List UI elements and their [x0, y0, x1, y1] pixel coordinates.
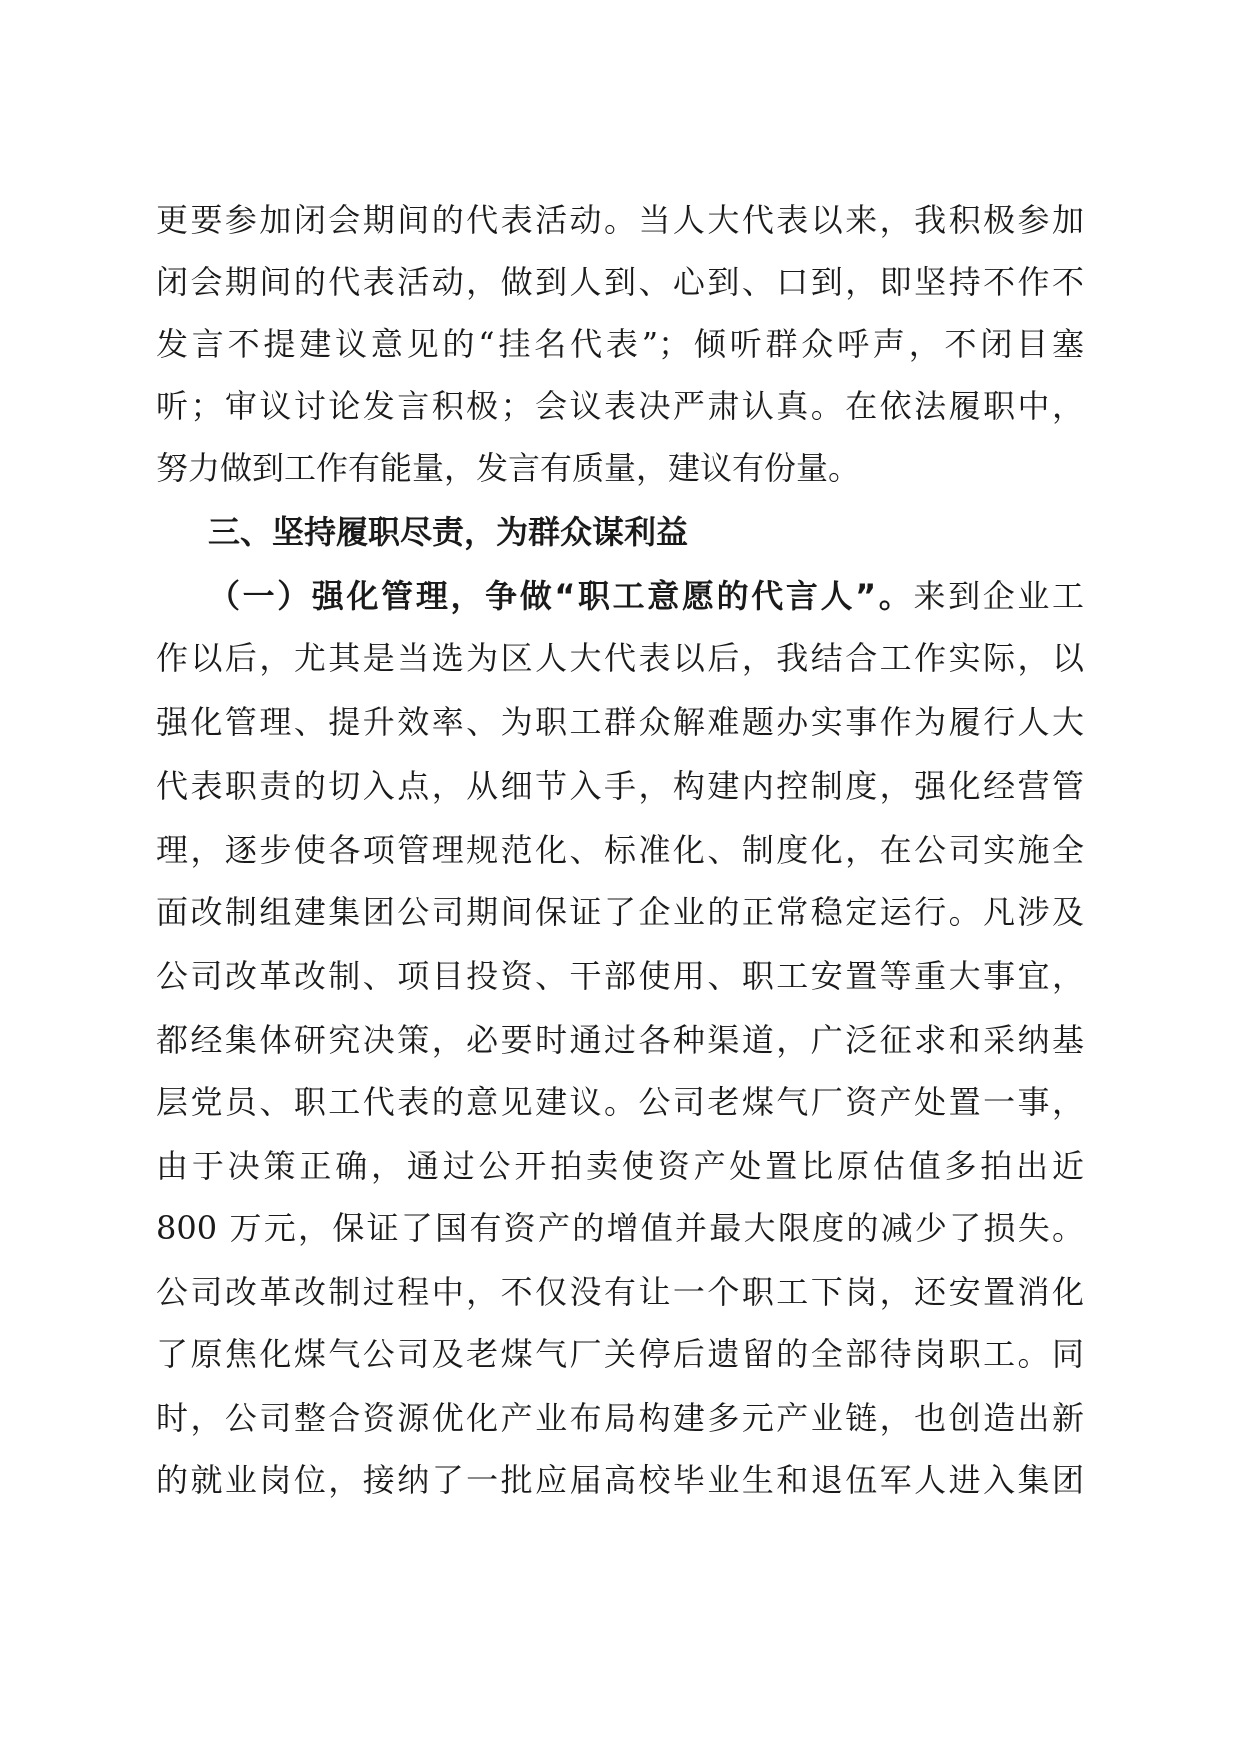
text-line: 闭会期间的代表活动，做到人到、心到、口到，即坚持不作不: [156, 263, 1084, 301]
text-line: 由于决策正确，通过公开拍卖使资产处置比原估值多拍出近: [156, 1147, 1084, 1185]
text-line: 理，逐步使各项管理规范化、标准化、制度化，在公司实施全: [156, 831, 1084, 869]
text-line: 努力做到工作有能量，发言有质量，建议有份量。: [156, 449, 861, 487]
text-line: 层党员、职工代表的意见建议。公司老煤气厂资产处置一事，: [156, 1083, 1084, 1121]
subsection-text: 来到企业工: [913, 577, 1084, 615]
text-line: 面改制组建集团公司期间保证了企业的正常稳定运行。凡涉及: [156, 893, 1084, 931]
text-line: 作以后，尤其是当选为区人大代表以后，我结合工作实际，以: [156, 639, 1084, 677]
text-line: 都经集体研究决策，必要时通过各种渠道，广泛征求和采纳基: [156, 1021, 1084, 1059]
text-line: 了原焦化煤气公司及老煤气厂关停后遗留的全部待岗职工。同: [156, 1335, 1084, 1373]
text-line: 强化管理、提升效率、为职工群众解难题办实事作为履行人大: [156, 703, 1084, 741]
text-line: 更要参加闭会期间的代表活动。当人大代表以来，我积极参加: [156, 201, 1084, 239]
text-line: 公司改革改制过程中，不仅没有让一个职工下岗，还安置消化: [156, 1273, 1084, 1311]
text-line: 听；审议讨论发言积极；会议表决严肃认真。在依法履职中，: [156, 387, 1084, 425]
text-line: 公司改革改制、项目投资、干部使用、职工安置等重大事宜，: [156, 957, 1084, 995]
text-line: 800 万元，保证了国有资产的增值并最大限度的减少了损失。: [156, 1209, 1084, 1247]
subsection-line: [156, 564, 1084, 628]
text-line: 发言不提建议意见的“挂名代表”；倾听群众呼声，不闭目塞: [156, 325, 1084, 363]
text-line: 代表职责的切入点，从细节入手，构建内控制度，强化经营管: [156, 767, 1084, 805]
text-line: 时，公司整合资源优化产业布局构建多元产业链，也创造出新: [156, 1399, 1084, 1437]
subsection-heading: （一）强化管理，争做“职工意愿的代言人”。: [208, 577, 914, 615]
section-heading: 三、坚持履职尽责，为群众谋利益: [208, 513, 689, 551]
text-line: 的就业岗位，接纳了一批应届高校毕业生和退伍军人进入集团: [156, 1461, 1084, 1499]
